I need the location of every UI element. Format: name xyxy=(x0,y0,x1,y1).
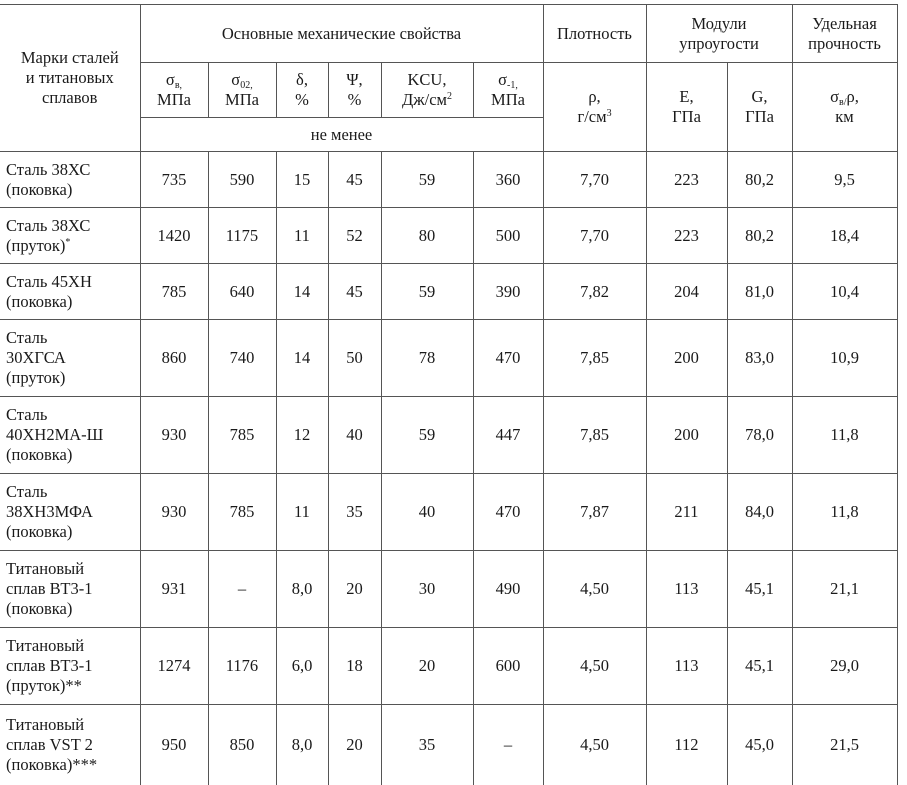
brand-header-line: и титановых xyxy=(25,68,114,87)
value-cell: 78,0 xyxy=(727,397,792,474)
superscript: 3 xyxy=(606,108,612,119)
footnote-mark: * xyxy=(65,236,71,248)
value-cell: 204 xyxy=(646,264,727,320)
value-cell: 8,0 xyxy=(276,705,328,785)
value-cell: 81,0 xyxy=(727,264,792,320)
material-name-line: (пруток)** xyxy=(6,676,82,695)
value-cell: 490 xyxy=(473,551,543,628)
value-cell: 35 xyxy=(381,705,473,785)
value-cell: 18,4 xyxy=(792,208,897,264)
value-cell: 8,0 xyxy=(276,551,328,628)
value-cell: 223 xyxy=(646,152,727,208)
brand-header-line: сплавов xyxy=(42,88,98,107)
superscript: 2 xyxy=(447,91,452,102)
material-name-line: (поковка) xyxy=(6,179,73,199)
value-cell: 223 xyxy=(646,208,727,264)
unit: ГПа xyxy=(672,107,701,126)
moduli-header xyxy=(646,5,792,63)
table-row xyxy=(0,474,897,551)
symbol: E, xyxy=(679,87,694,106)
value-cell: 14 xyxy=(276,320,328,397)
table-row xyxy=(0,152,897,208)
symbol: KCU, xyxy=(407,70,447,89)
value-cell: 50 xyxy=(328,320,381,397)
value-cell: 447 xyxy=(473,397,543,474)
value-cell: 785 xyxy=(208,474,276,551)
value-cell: 4,50 xyxy=(543,628,646,705)
value-cell: 1420 xyxy=(140,208,208,264)
value-cell: 860 xyxy=(140,320,208,397)
table-row xyxy=(0,208,897,264)
material-name xyxy=(0,474,140,551)
value-cell: 740 xyxy=(208,320,276,397)
material-name-line: сплав ВТ3-1 xyxy=(6,579,93,598)
value-cell: 20 xyxy=(328,705,381,785)
value-cell: 200 xyxy=(646,397,727,474)
value-cell: 4,50 xyxy=(543,551,646,628)
value-cell: 84,0 xyxy=(727,474,792,551)
material-name-line: Титановый xyxy=(6,714,85,734)
col-kcu xyxy=(381,63,473,118)
material-name-line: Сталь 38ХС xyxy=(6,159,91,179)
symbol: σ xyxy=(498,70,508,89)
table-header xyxy=(0,5,897,152)
col-sigma-02 xyxy=(208,63,276,118)
value-cell: 45,1 xyxy=(727,628,792,705)
value-cell: 7,85 xyxy=(543,320,646,397)
material-name-line: (поковка) xyxy=(6,291,73,311)
material-name-line: Сталь xyxy=(6,328,48,347)
specific-header-line: Удельная xyxy=(812,13,877,33)
symbol: σ xyxy=(165,70,175,89)
value-cell: 29,0 xyxy=(792,628,897,705)
table-row xyxy=(0,628,897,705)
value-cell: 45 xyxy=(328,152,381,208)
value-cell: 4,50 xyxy=(543,705,646,785)
value-cell: 59 xyxy=(381,152,473,208)
value-cell: 78 xyxy=(381,320,473,397)
value-cell: 590 xyxy=(208,152,276,208)
value-cell: 360 xyxy=(473,152,543,208)
value-cell: 10,9 xyxy=(792,320,897,397)
value-cell: 21,1 xyxy=(792,551,897,628)
unit: МПа xyxy=(157,90,191,109)
value-cell: 7,70 xyxy=(543,208,646,264)
symbol-tail: ρ, xyxy=(846,87,859,106)
specific-strength-header xyxy=(792,5,897,63)
not-less-label: не менее xyxy=(140,118,543,152)
value-cell: 200 xyxy=(646,320,727,397)
value-cell: 45 xyxy=(328,264,381,320)
value-cell: 930 xyxy=(140,474,208,551)
value-cell: 40 xyxy=(381,474,473,551)
moduli-header-line: упроугости xyxy=(679,33,759,53)
value-cell: 80,2 xyxy=(727,152,792,208)
material-name xyxy=(0,397,140,474)
value-cell: 850 xyxy=(208,705,276,785)
col-e-modulus xyxy=(646,63,727,152)
subscript: -1, xyxy=(507,80,518,91)
value-cell: 11 xyxy=(276,474,328,551)
value-cell: 52 xyxy=(328,208,381,264)
material-name-line: Сталь 38ХС xyxy=(6,215,91,235)
material-name xyxy=(0,264,140,320)
subscript: в/ xyxy=(839,97,847,108)
value-cell: 785 xyxy=(140,264,208,320)
table-row xyxy=(0,705,897,785)
value-cell: 80,2 xyxy=(727,208,792,264)
value-cell: 12 xyxy=(276,397,328,474)
value-cell: 9,5 xyxy=(792,152,897,208)
value-cell: – xyxy=(208,551,276,628)
material-name-line xyxy=(6,236,137,256)
value-cell: 470 xyxy=(473,320,543,397)
specific-header-line: прочность xyxy=(808,33,881,53)
unit: г/см xyxy=(577,107,607,126)
table-row xyxy=(0,320,897,397)
value-cell: 10,4 xyxy=(792,264,897,320)
material-name-line: (поковка) xyxy=(6,599,73,618)
value-cell: 640 xyxy=(208,264,276,320)
material-name xyxy=(0,705,140,785)
material-name-line: (поковка) xyxy=(6,522,73,541)
value-cell: 40 xyxy=(328,397,381,474)
symbol: σ xyxy=(231,70,241,89)
value-cell: 30 xyxy=(381,551,473,628)
table-body xyxy=(0,152,897,785)
table-row xyxy=(0,551,897,628)
value-cell: 950 xyxy=(140,705,208,785)
value-cell: 470 xyxy=(473,474,543,551)
value-cell: – xyxy=(473,705,543,785)
col-psi xyxy=(328,63,381,118)
value-cell: 7,82 xyxy=(543,264,646,320)
unit: % xyxy=(347,90,362,109)
unit: МПа xyxy=(225,90,259,109)
value-cell: 11 xyxy=(276,208,328,264)
material-name xyxy=(0,208,140,264)
material-name xyxy=(0,551,140,628)
brand-header xyxy=(0,5,140,152)
value-cell: 45,1 xyxy=(727,551,792,628)
symbol: δ, xyxy=(296,70,308,89)
value-cell: 6,0 xyxy=(276,628,328,705)
material-name-line: Титановый xyxy=(6,559,85,578)
material-name-line: 40ХН2МА-Ш xyxy=(6,425,104,444)
material-name-line: Сталь xyxy=(6,482,48,501)
symbol: Ψ, xyxy=(346,70,363,89)
value-cell: 112 xyxy=(646,705,727,785)
material-name-line: сплав VST 2 xyxy=(6,734,93,754)
value-cell: 35 xyxy=(328,474,381,551)
value-cell: 931 xyxy=(140,551,208,628)
value-cell: 80 xyxy=(381,208,473,264)
col-sigma-minus1 xyxy=(473,63,543,118)
unit: МПа xyxy=(491,90,525,109)
value-cell: 735 xyxy=(140,152,208,208)
value-cell: 211 xyxy=(646,474,727,551)
col-specific-strength xyxy=(792,63,897,152)
col-rho xyxy=(543,63,646,152)
value-cell: 390 xyxy=(473,264,543,320)
value-cell: 785 xyxy=(208,397,276,474)
material-name-line: 30ХГСА xyxy=(6,348,66,367)
value-cell: 113 xyxy=(646,551,727,628)
value-cell: 7,87 xyxy=(543,474,646,551)
value-cell: 20 xyxy=(381,628,473,705)
value-cell: 113 xyxy=(646,628,727,705)
properties-table xyxy=(0,4,898,785)
value-cell: 18 xyxy=(328,628,381,705)
table-row xyxy=(0,264,897,320)
unit: % xyxy=(295,90,309,109)
value-cell: 11,8 xyxy=(792,474,897,551)
value-cell: 14 xyxy=(276,264,328,320)
unit: ГПа xyxy=(745,107,774,126)
unit: Дж/см xyxy=(401,90,447,109)
material-name-line: 38ХН3МФА xyxy=(6,502,93,521)
value-cell: 7,85 xyxy=(543,397,646,474)
material-name-text: (пруток) xyxy=(6,235,66,255)
col-delta xyxy=(276,63,328,118)
symbol: G, xyxy=(751,87,768,106)
mech-properties-header: Основные механические свойства xyxy=(140,5,543,63)
subscript: в, xyxy=(174,80,183,91)
value-cell: 83,0 xyxy=(727,320,792,397)
value-cell: 45,0 xyxy=(727,705,792,785)
material-name-line: (поковка) xyxy=(6,445,73,464)
density-header: Плотность xyxy=(543,5,646,63)
value-cell: 1175 xyxy=(208,208,276,264)
symbol: σ xyxy=(830,87,840,106)
value-cell: 59 xyxy=(381,397,473,474)
col-g-modulus xyxy=(727,63,792,152)
value-cell: 59 xyxy=(381,264,473,320)
unit: км xyxy=(835,107,854,126)
value-cell: 930 xyxy=(140,397,208,474)
symbol: ρ, xyxy=(588,87,601,106)
col-sigma-b xyxy=(140,63,208,118)
material-name xyxy=(0,152,140,208)
table-row xyxy=(0,397,897,474)
value-cell: 20 xyxy=(328,551,381,628)
value-cell: 7,70 xyxy=(543,152,646,208)
value-cell: 15 xyxy=(276,152,328,208)
material-name xyxy=(0,628,140,705)
material-name xyxy=(0,320,140,397)
moduli-header-line: Модули xyxy=(691,13,747,33)
value-cell: 600 xyxy=(473,628,543,705)
value-cell: 500 xyxy=(473,208,543,264)
material-name-line: (пруток) xyxy=(6,368,66,387)
material-name-line: Сталь xyxy=(6,405,48,424)
material-name-line: сплав ВТ3-1 xyxy=(6,656,93,675)
material-name-line: Титановый xyxy=(6,636,85,655)
properties-table-container xyxy=(0,4,898,785)
value-cell: 11,8 xyxy=(792,397,897,474)
value-cell: 1176 xyxy=(208,628,276,705)
value-cell: 21,5 xyxy=(792,705,897,785)
brand-header-line: Марки сталей xyxy=(20,48,119,67)
material-name-line: (поковка)*** xyxy=(6,754,98,774)
material-name-line: Сталь 45ХН xyxy=(6,271,92,291)
value-cell: 1274 xyxy=(140,628,208,705)
subscript: 02, xyxy=(240,80,253,91)
